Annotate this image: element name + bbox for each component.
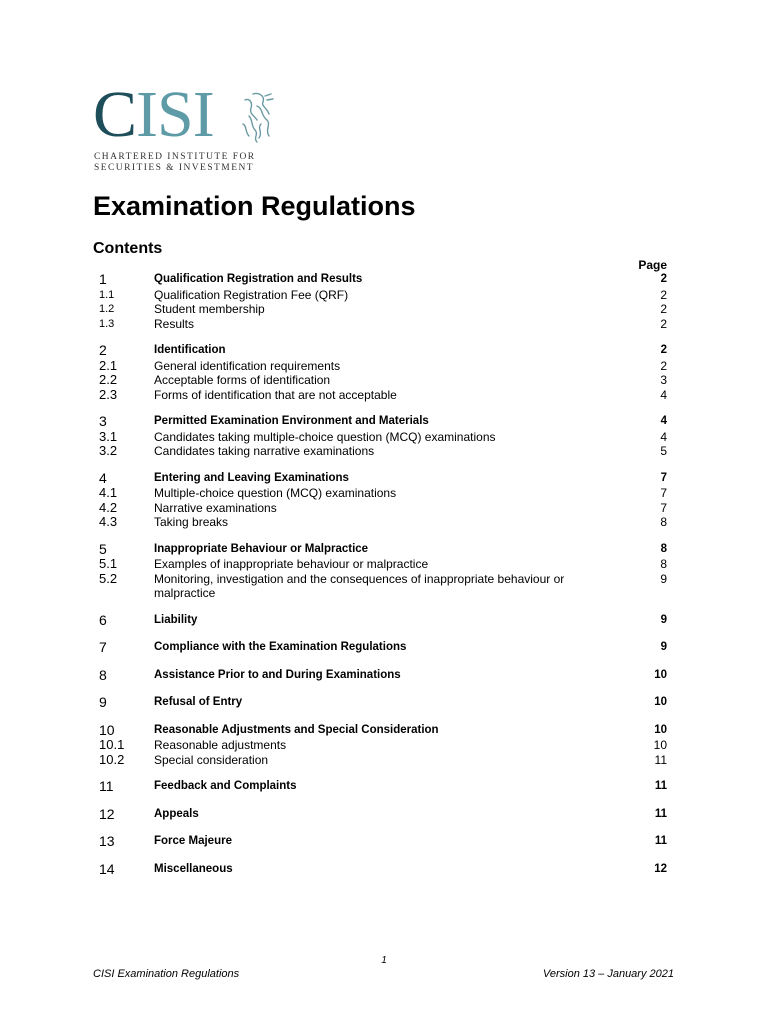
toc-subsection-number: 3.2 xyxy=(99,443,118,458)
document-title: Examination Regulations xyxy=(93,191,416,221)
toc-section xyxy=(0,640,768,656)
toc-subsection-number: 1.3 xyxy=(99,317,115,330)
toc-section-row[interactable] xyxy=(0,640,768,656)
toc-subsection-page: 8 xyxy=(660,515,667,529)
toc-subsection-page: 5 xyxy=(660,444,667,458)
toc-section xyxy=(0,414,768,459)
toc-section xyxy=(0,613,768,629)
toc-section-page: 4 xyxy=(660,415,667,427)
toc-section-row[interactable] xyxy=(0,414,768,430)
toc-subsection-number: 2.3 xyxy=(99,386,118,402)
toc-section-row[interactable] xyxy=(0,542,768,558)
toc-subsection-row[interactable] xyxy=(0,430,768,445)
toc-section-title[interactable]: Entering and Leaving Examinations xyxy=(154,471,349,484)
toc-section-page: 11 xyxy=(654,835,667,847)
toc-section-row[interactable] xyxy=(0,343,768,359)
toc-subsection-title[interactable]: Reasonable adjustments xyxy=(154,738,287,752)
toc-subsection-row[interactable] xyxy=(0,572,768,601)
toc-subsection-number: 1.2 xyxy=(99,303,115,315)
logo-wordmark xyxy=(93,78,214,151)
toc-subsection-row[interactable] xyxy=(0,753,768,768)
toc-section-page: 7 xyxy=(660,471,667,484)
toc-subsection-page: 2 xyxy=(660,302,667,316)
toc-subsection-title[interactable]: Results xyxy=(154,316,195,331)
toc-section-page: 12 xyxy=(654,862,667,875)
toc-subsection-row[interactable] xyxy=(0,515,768,530)
toc-section-title[interactable]: Assistance Prior to and During Examinations xyxy=(154,668,401,681)
toc-subsection-page: 8 xyxy=(660,557,667,571)
toc-subsection-page: 11 xyxy=(654,752,667,767)
toc-section-page: 10 xyxy=(654,696,667,708)
toc-section-title[interactable]: Reasonable Adjustments and Special Consideration xyxy=(154,723,439,736)
toc-subsection-title[interactable]: Monitoring, investigation and the consequences of inappropriate behaviour or malpractice xyxy=(154,571,565,600)
toc-subsection-title[interactable]: Narrative examinations xyxy=(154,500,277,515)
toc-section-row[interactable] xyxy=(0,695,768,711)
toc-subsection-number: 1.1 xyxy=(99,288,115,301)
toc-section-row[interactable] xyxy=(0,272,768,288)
toc-section-title[interactable]: Permitted Examination Environment and Materials xyxy=(154,415,429,427)
toc-subsection-number: 2.2 xyxy=(99,372,118,387)
toc-subsection-number: 10.2 xyxy=(99,751,125,767)
toc-subsection-title[interactable]: Multiple-choice question (MCQ) examinations xyxy=(154,486,397,500)
toc-section xyxy=(0,723,768,768)
footer-document-name: CISI Examination Regulations xyxy=(93,968,240,980)
toc-subsection-page: 4 xyxy=(660,429,667,444)
toc-section xyxy=(0,779,768,795)
toc-section-row[interactable] xyxy=(0,613,768,629)
toc-subsection-page: 4 xyxy=(660,387,667,402)
table-of-contents xyxy=(0,272,768,889)
toc-subsection-row[interactable] xyxy=(0,486,768,501)
toc-subsection-row[interactable] xyxy=(0,317,768,332)
logo-tagline xyxy=(94,152,256,174)
page-column-header: Page xyxy=(638,258,667,272)
toc-section-title[interactable]: Force Majeure xyxy=(154,835,232,847)
toc-section-number: 6 xyxy=(99,611,107,628)
toc-section-number: 3 xyxy=(99,413,107,429)
toc-subsection-page: 2 xyxy=(660,287,667,302)
toc-section xyxy=(0,862,768,878)
toc-section-page: 11 xyxy=(654,780,667,792)
toc-subsection-number: 5.1 xyxy=(99,556,118,571)
toc-section-title[interactable]: Identification xyxy=(154,344,226,356)
toc-section-number: 1 xyxy=(99,271,107,287)
toc-section xyxy=(0,272,768,331)
toc-section-number: 7 xyxy=(99,639,107,655)
logo-letters-dark: C xyxy=(93,78,137,151)
toc-section-title[interactable]: Feedback and Complaints xyxy=(154,780,297,792)
toc-section-page: 2 xyxy=(660,273,667,285)
toc-section xyxy=(0,471,768,530)
toc-subsection-page: 3 xyxy=(660,373,667,387)
toc-subsection-number: 3.1 xyxy=(99,428,118,444)
toc-subsection-number: 5.2 xyxy=(99,570,118,586)
toc-section-number: 4 xyxy=(99,469,107,486)
toc-subsection-row[interactable] xyxy=(0,288,768,303)
toc-section-row[interactable] xyxy=(0,807,768,823)
toc-section-row[interactable] xyxy=(0,834,768,850)
toc-section-title[interactable]: Liability xyxy=(154,613,198,626)
toc-subsection-row[interactable] xyxy=(0,388,768,403)
toc-subsection-title[interactable]: General identification requirements xyxy=(154,358,341,373)
toc-subsection-title[interactable]: Forms of identification that are not acceptable xyxy=(154,387,397,402)
toc-section-number: 8 xyxy=(99,666,107,683)
toc-subsection-title[interactable]: Candidates taking narrative examinations xyxy=(154,444,375,458)
toc-section-page: 9 xyxy=(660,613,667,626)
toc-section-page: 11 xyxy=(654,807,667,820)
toc-section-row[interactable] xyxy=(0,779,768,795)
toc-section-title[interactable]: Refusal of Entry xyxy=(154,696,243,708)
footer-page-number: 1 xyxy=(381,955,387,966)
toc-subsection-title[interactable]: Qualification Registration Fee (QRF) xyxy=(154,287,349,302)
toc-section-title[interactable]: Inappropriate Behaviour or Malpractice xyxy=(154,542,369,555)
toc-subsection-page: 7 xyxy=(660,500,667,515)
toc-subsection-row[interactable] xyxy=(0,373,768,388)
toc-section-number: 10 xyxy=(99,721,115,738)
contents-heading: Contents xyxy=(93,240,163,257)
toc-subsection-number: 4.1 xyxy=(99,485,118,500)
logo-tagline-line2: SECURITIES & INVESTMENT xyxy=(94,163,255,173)
toc-section-number: 9 xyxy=(99,694,107,710)
toc-section-row[interactable] xyxy=(0,862,768,878)
toc-section xyxy=(0,834,768,850)
toc-subsection-row[interactable] xyxy=(0,501,768,516)
toc-section-page: 10 xyxy=(654,723,667,736)
toc-section-number: 5 xyxy=(99,540,107,557)
toc-section xyxy=(0,807,768,823)
toc-subsection-row[interactable] xyxy=(0,738,768,753)
toc-subsection-number: 4.2 xyxy=(99,499,118,515)
toc-subsection-number: 4.3 xyxy=(99,514,118,529)
toc-subsection-title[interactable]: Taking breaks xyxy=(154,515,229,529)
toc-subsection-row[interactable] xyxy=(0,359,768,374)
toc-subsection-page: 10 xyxy=(653,738,667,752)
toc-section-page: 9 xyxy=(660,641,667,653)
toc-section-row[interactable] xyxy=(0,471,768,487)
griffin-icon xyxy=(239,90,275,146)
toc-section-page: 8 xyxy=(660,542,667,555)
toc-subsection-row[interactable] xyxy=(0,444,768,459)
toc-section-number: 2 xyxy=(99,342,107,358)
toc-section xyxy=(0,668,768,684)
toc-subsection-title[interactable]: Candidates taking multiple-choice question (MCQ) examinations xyxy=(154,429,496,444)
toc-section-title[interactable]: Miscellaneous xyxy=(154,862,233,875)
toc-subsection-number: 2.1 xyxy=(99,357,118,373)
cisi-logo xyxy=(93,78,283,178)
toc-section-title[interactable]: Appeals xyxy=(154,807,199,820)
toc-section xyxy=(0,343,768,402)
toc-subsection-title[interactable]: Examples of inappropriate behaviour or malpractice xyxy=(154,557,429,571)
toc-section-row[interactable] xyxy=(0,668,768,684)
footer-version: Version 13 – January 2021 xyxy=(542,968,674,980)
toc-subsection-page: 7 xyxy=(660,486,667,500)
toc-subsection-title[interactable]: Special consideration xyxy=(154,752,269,767)
toc-section-number: 12 xyxy=(99,805,115,822)
toc-section-page: 10 xyxy=(654,668,667,681)
toc-section-number: 13 xyxy=(99,833,115,849)
toc-section xyxy=(0,695,768,711)
toc-section-number: 14 xyxy=(99,860,115,877)
toc-section-number: 11 xyxy=(99,778,114,794)
toc-subsection-page: 2 xyxy=(660,358,667,373)
logo-tagline-line1: CHARTERED INSTITUTE FOR xyxy=(94,152,256,162)
toc-section-title[interactable]: Qualification Registration and Results xyxy=(154,273,363,285)
toc-subsection-page: 9 xyxy=(660,571,667,586)
toc-subsection-number: 10.1 xyxy=(99,737,125,752)
toc-section-page: 2 xyxy=(660,344,667,356)
logo-letters-light: ISI xyxy=(136,78,214,151)
toc-subsection-title[interactable]: Student membership xyxy=(154,302,265,316)
toc-subsection-title[interactable]: Acceptable forms of identification xyxy=(154,373,331,387)
toc-subsection-row[interactable] xyxy=(0,302,768,317)
toc-section-row[interactable] xyxy=(0,723,768,739)
toc-subsection-row[interactable] xyxy=(0,557,768,572)
toc-subsection-page: 2 xyxy=(660,316,667,331)
toc-section-title[interactable]: Compliance with the Examination Regulations xyxy=(154,641,407,653)
toc-section xyxy=(0,542,768,601)
